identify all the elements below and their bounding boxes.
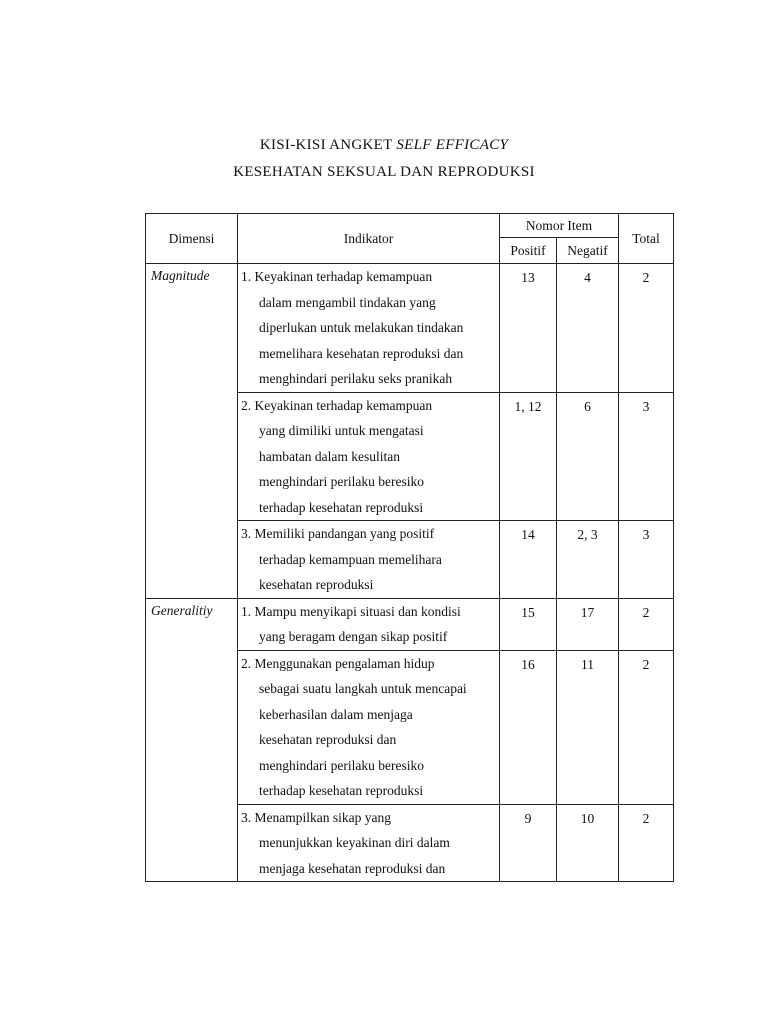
indicator-line: terhadap kesehatan reproduksi	[259, 499, 424, 515]
header-indikator: Indikator	[238, 214, 500, 264]
indicator-line: sebagai suatu langkah untuk mencapai	[259, 681, 467, 696]
indicator-cell	[238, 804, 500, 882]
negatif-cell: 4	[557, 264, 619, 393]
indicator-cell	[238, 650, 500, 804]
indicator-line: 1. Keyakinan terhadap kemampuan	[241, 269, 433, 284]
indicator-line: 1. Mampu menyikapi situasi dan kondisi	[241, 603, 461, 619]
indicator-line: menghindari perilaku beresiko	[259, 757, 424, 773]
negatif-cell: 10	[557, 804, 619, 882]
positif-cell: 16	[500, 650, 557, 804]
indicator-line: menghindari perilaku beresiko	[259, 474, 424, 489]
negatif-cell: 2, 3	[557, 521, 619, 599]
indicator-line: 2. Menggunakan pengalaman hidup	[241, 655, 435, 671]
negatif-cell: 17	[557, 598, 619, 650]
indicator-cell	[238, 521, 500, 599]
indicator-line: diperlukan untuk melakukan tindakan	[259, 320, 464, 335]
indicator-line: memelihara kesehatan reproduksi dan	[259, 345, 464, 361]
title-prefix: KISI-KISI ANGKET	[259, 137, 397, 153]
indicator-line: kesehatan reproduksi	[259, 577, 374, 592]
indicator-line: 3. Memiliki pandangan yang positif	[241, 526, 435, 541]
indicator-line: terhadap kemampuan memelihara	[259, 551, 442, 567]
total-cell: 3	[619, 392, 674, 521]
header-nomor-item: Nomor Item	[500, 214, 619, 238]
table-body	[146, 264, 674, 882]
indicator-line: terhadap kesehatan reproduksi	[259, 783, 424, 798]
indicator-cell	[238, 598, 500, 650]
document-title	[0, 137, 768, 154]
positif-cell: 9	[500, 804, 557, 882]
indicator-line: menghindari perilaku seks pranikah	[259, 371, 453, 386]
dimension-cell: Magnitude	[146, 264, 238, 599]
positif-cell: 14	[500, 521, 557, 599]
document-subtitle: KESEHATAN SEKSUAL DAN REPRODUKSI	[233, 164, 535, 180]
indicator-line: menunjukkan keyakinan diri dalam	[259, 835, 450, 850]
total-cell: 2	[619, 804, 674, 882]
indicator-line: 3. Menampilkan sikap yang	[241, 809, 391, 825]
dimension-cell: Generalitiy	[146, 598, 238, 882]
header-negatif: Negatif	[557, 238, 619, 264]
header-total: Total	[619, 214, 674, 264]
indicator-line: menjaga kesehatan reproduksi dan	[259, 860, 446, 876]
indicator-line: yang dimiliki untuk mengatasi	[259, 423, 424, 438]
table-row	[146, 264, 674, 393]
table-row	[146, 598, 674, 650]
positif-cell: 1, 12	[500, 392, 557, 521]
title-italic: SELF EFFICACY	[396, 137, 509, 153]
indicator-line: 2. Keyakinan terhadap kemampuan	[241, 397, 433, 413]
indicator-cell	[238, 392, 500, 521]
indicator-line: kesehatan reproduksi dan	[259, 732, 397, 747]
total-cell: 3	[619, 521, 674, 599]
indicator-line: dalam mengambil tindakan yang	[259, 294, 436, 310]
positif-cell: 13	[500, 264, 557, 393]
header-dimensi: Dimensi	[146, 214, 238, 264]
indicator-line: keberhasilan dalam menjaga	[259, 706, 413, 722]
total-cell: 2	[619, 598, 674, 650]
indicator-cell	[238, 264, 500, 393]
total-cell: 2	[619, 650, 674, 804]
indicator-line: hambatan dalam kesulitan	[259, 448, 400, 464]
kisi-kisi-table	[145, 213, 674, 882]
negatif-cell: 6	[557, 392, 619, 521]
total-cell: 2	[619, 264, 674, 393]
header-positif: Positif	[500, 238, 557, 264]
indicator-line: yang beragam dengan sikap positif	[259, 629, 448, 644]
negatif-cell: 11	[557, 650, 619, 804]
positif-cell: 15	[500, 598, 557, 650]
